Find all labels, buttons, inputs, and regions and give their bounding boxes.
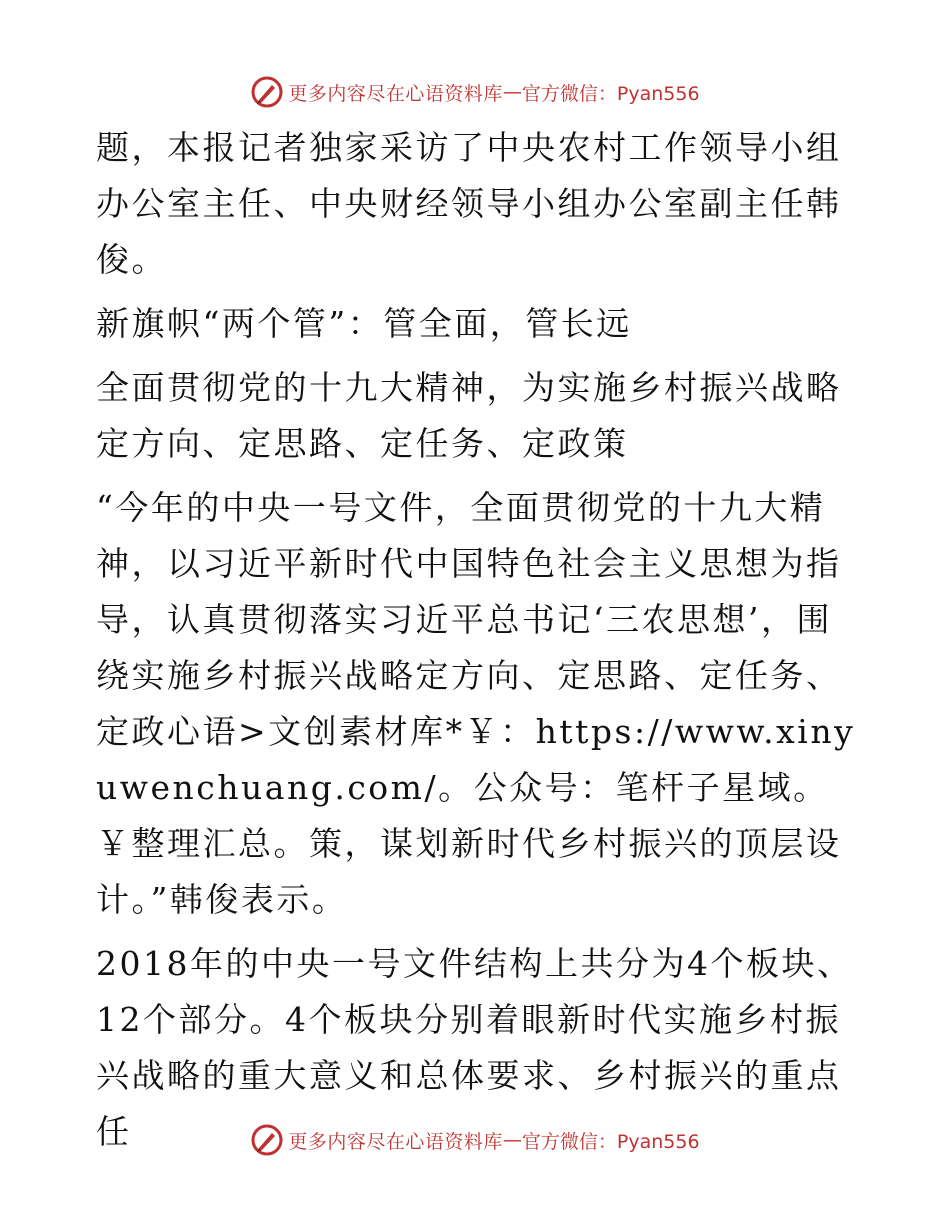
banner-wechat: 官方微信：Pyan556 bbox=[521, 82, 700, 105]
footer-watermark-banner bbox=[0, 1120, 950, 1160]
banner-dash: — bbox=[502, 1129, 522, 1151]
banner-dash: — bbox=[502, 81, 522, 103]
paragraph-1: 题，本报记者独家采访了中央农村工作领导小组办公室主任、中央财经领导小组办公室副主任韩俊。 bbox=[96, 128, 842, 279]
document-body bbox=[96, 120, 866, 1168]
pen-logo-icon bbox=[250, 1123, 284, 1157]
pen-logo-icon bbox=[250, 75, 284, 109]
banner-wechat: 官方微信：Pyan556 bbox=[521, 1130, 700, 1153]
header-watermark-banner bbox=[0, 72, 950, 112]
section-heading: 新旗帜“两个管”：管全面，管长远 bbox=[96, 304, 632, 343]
banner-text: 更多内容尽在心语资料库 bbox=[288, 1130, 503, 1153]
paragraph-quote: “今年的中央一号文件，全面贯彻党的十九大精神，以习近平新时代中国特色社会主义思想为指导，认真贯彻落实习近平总书记‘三农思想’，围绕实施乡村振兴战略定方向、定思路、定任务、定政心语>文创素材库*￥：https://www.xinyuwenchuang.com/。公众号：笔杆子星域。￥整理汇总。策，谋划新时代乡村振兴的顶层设计。”韩俊表示。 bbox=[96, 488, 856, 919]
banner-text: 更多内容尽在心语资料库 bbox=[288, 82, 503, 105]
paragraph-structure: 2018年的中央一号文件结构上共分为4个板块、12个部分。4个板块分别着眼新时代实施乡村振兴战略的重大意义和总体要求、乡村振兴的重点任 bbox=[96, 944, 853, 1151]
section-subheading: 全面贯彻党的十九大精神，为实施乡村振兴战略定方向、定思路、定任务、定政策 bbox=[96, 368, 842, 463]
